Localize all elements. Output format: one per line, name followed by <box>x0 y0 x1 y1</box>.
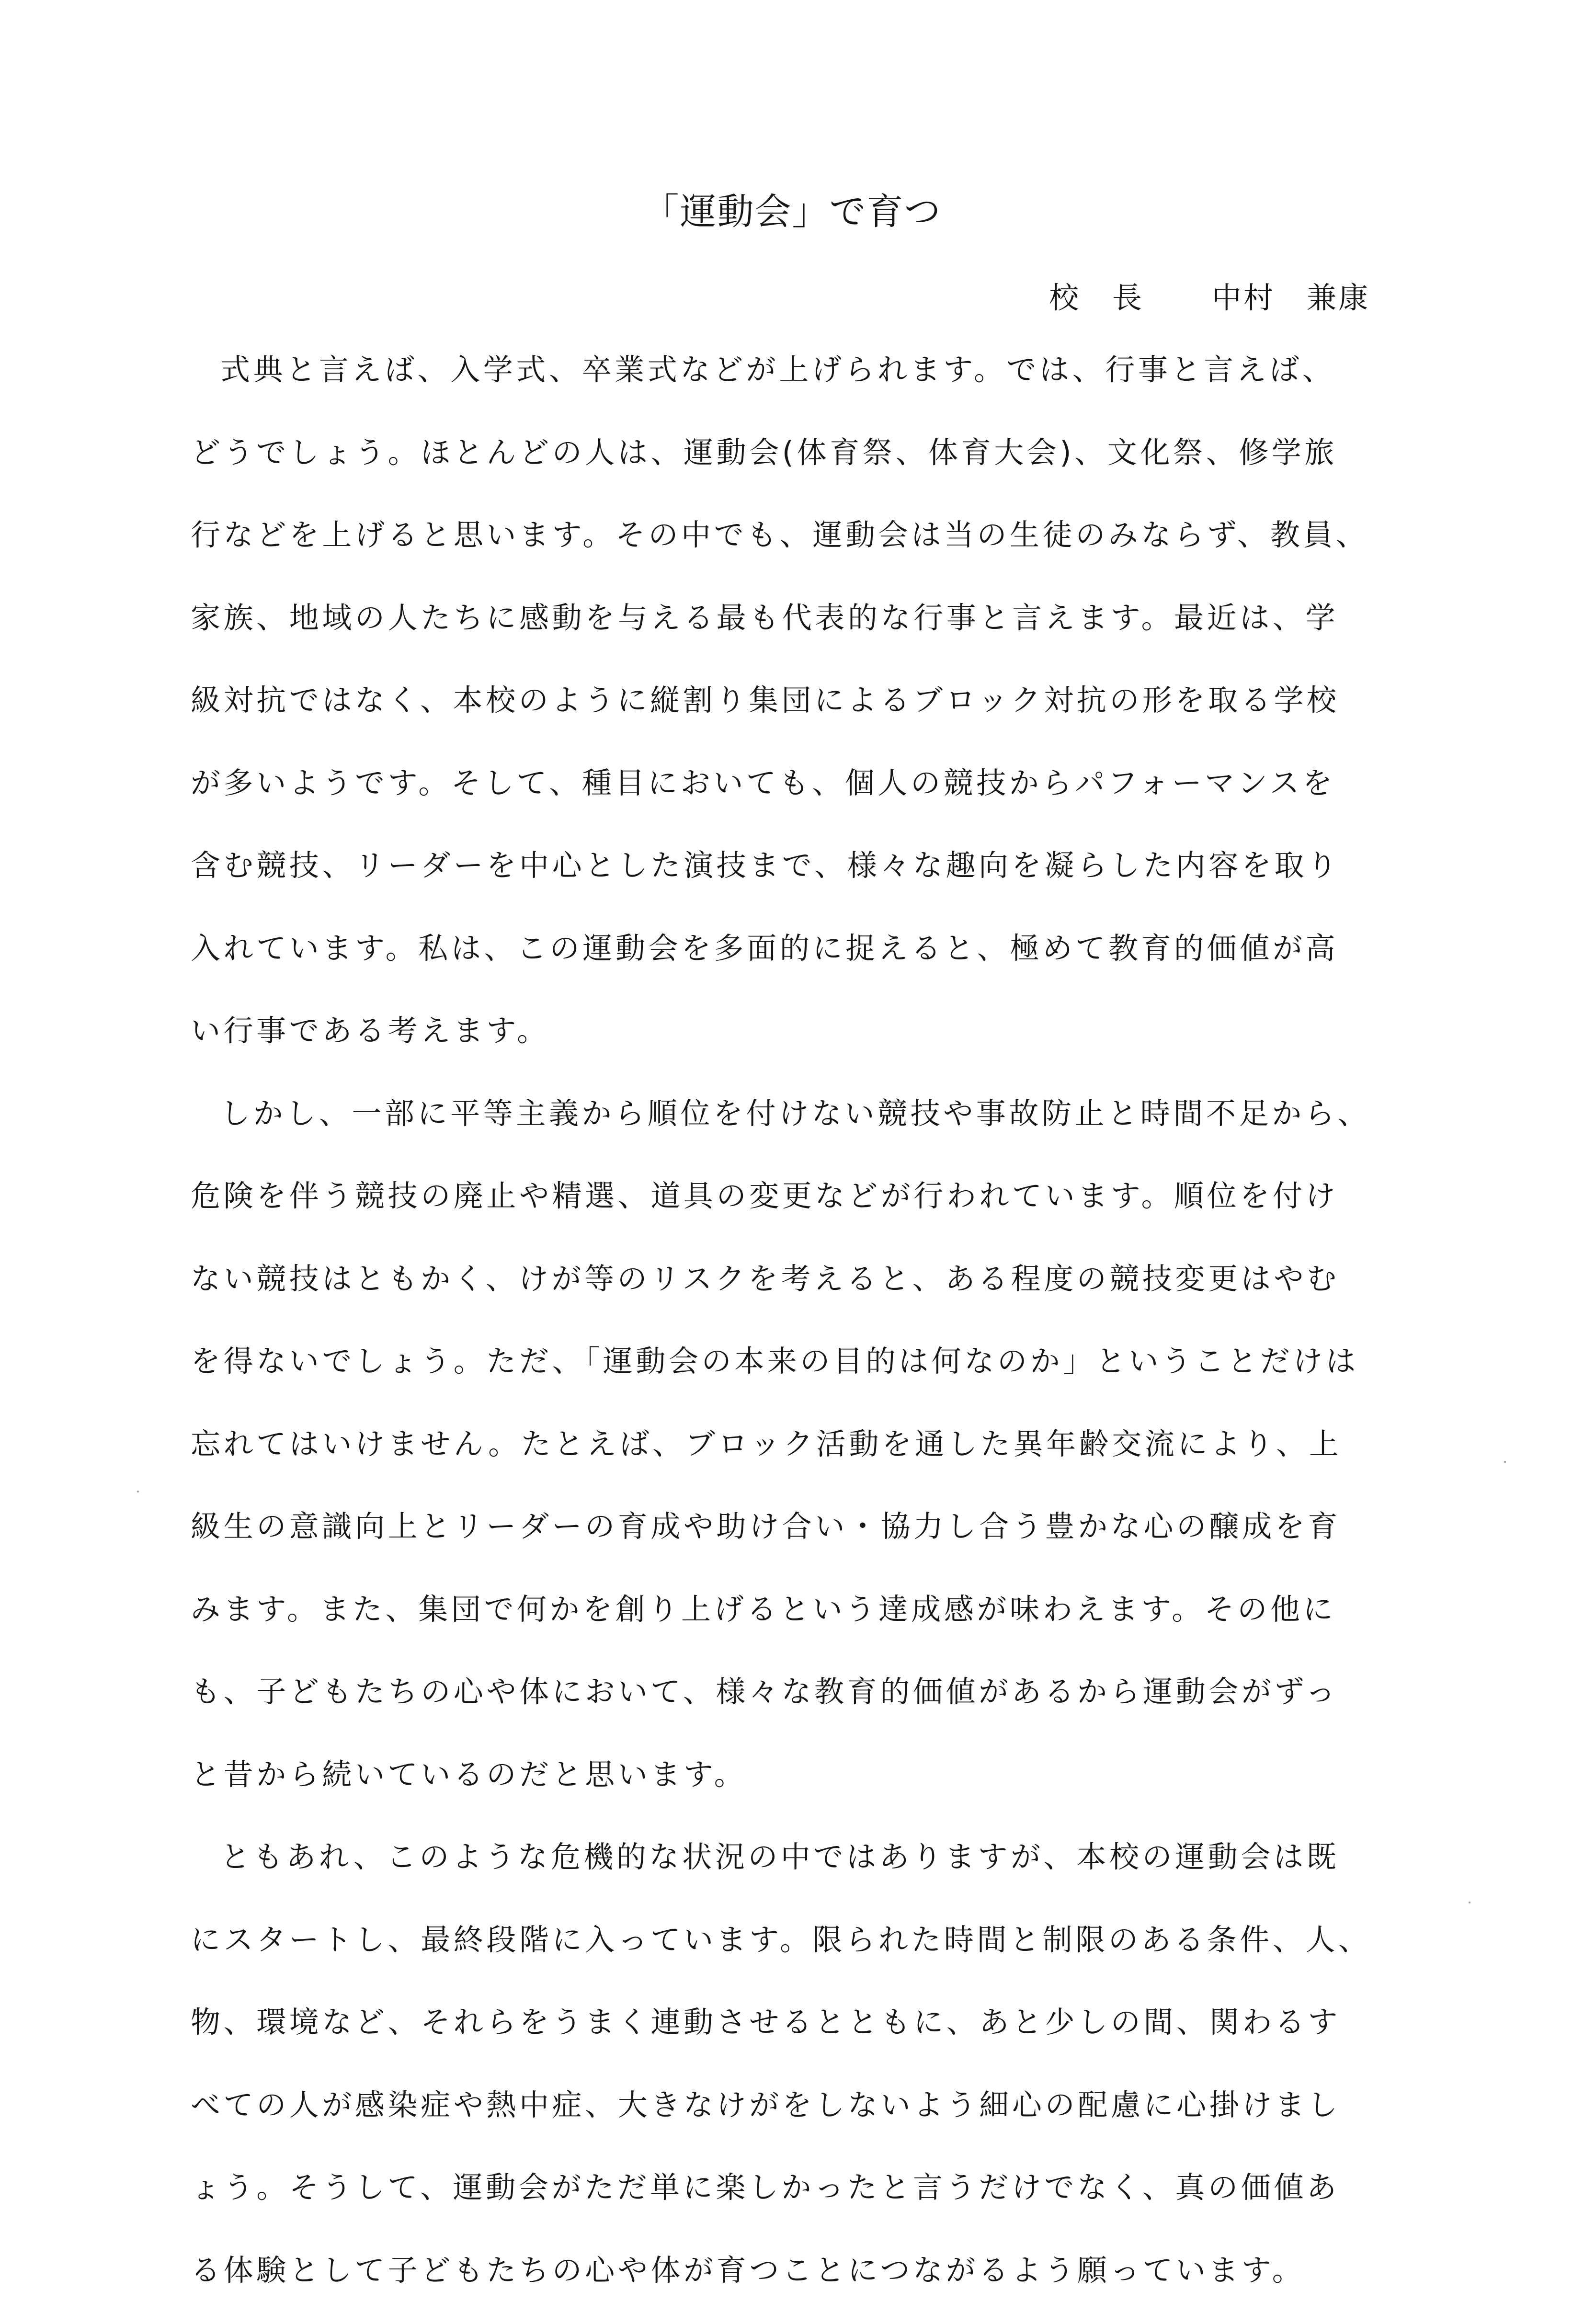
body-text <box>191 341 1417 2324</box>
text-line: 忘れてはいけません。たとえば、ブロック活動を通した異年齢交流により、上 <box>191 1415 1417 1498</box>
text-line: 含む競技、リーダーを中心とした演技まで、様々な趣向を凝らした内容を取り <box>191 837 1417 920</box>
text-line: を得ないでしょう。ただ、「運動会の本来の目的は何なのか」ということだけは <box>191 1333 1417 1415</box>
text-line: 級対抗ではなく、本校のように縦割り集団によるブロック対抗の形を取る学校 <box>191 672 1417 754</box>
text-line: る体験として子どもたちの心や体が育つことにつながるよう願っています。 <box>191 2242 1417 2324</box>
text-line: どうでしょう。ほとんどの人は、運動会(体育祭、体育大会)、文化祭、修学旅 <box>191 424 1417 507</box>
text-line: にスタートし、最終段階に入っています。限られた時間と制限のある条件、人、 <box>191 1911 1417 1994</box>
scan-speck <box>1469 1902 1470 1903</box>
text-line: ょう。そうして、運動会がただ単に楽しかったと言うだけでなく、真の価値あ <box>191 2159 1417 2242</box>
text-line: べての人が感染症や熱中症、大きなけがをしないよう細心の配慮に心掛けまし <box>191 2076 1417 2159</box>
scan-speck <box>137 1491 139 1492</box>
text-line: ない競技はともかく、けが等のリスクを考えると、ある程度の競技変更はやむ <box>191 1250 1417 1333</box>
text-line: みます。また、集団で何かを創り上げるという達成感が味わえます。その他に <box>191 1581 1417 1663</box>
author-name: 中村 兼康 <box>1212 280 1370 315</box>
author-role: 校 長 <box>1049 279 1212 317</box>
text-line: ともあれ、このような危機的な状況の中ではありますが、本校の運動会は既 <box>191 1828 1417 1911</box>
text-line: 入れています。私は、この運動会を多面的に捉えると、極めて教育的価値が高 <box>191 920 1417 1003</box>
text-line: も、子どもたちの心や体において、様々な教育的価値があるから運動会がずっ <box>191 1663 1417 1746</box>
text-line: 危険を伴う競技の廃止や精選、道具の変更などが行われています。順位を付け <box>191 1167 1417 1250</box>
text-line: しかし、一部に平等主義から順位を付けない競技や事故防止と時間不足から、 <box>191 1085 1417 1168</box>
text-line: 行などを上げると思います。その中でも、運動会は当の生徒のみならず、教員、 <box>191 506 1417 589</box>
text-line: 物、環境など、それらをうまく連動させるとともに、あと少しの間、関わるす <box>191 1994 1417 2076</box>
text-line: が多いようです。そして、種目においても、個人の競技からパフォーマンスを <box>191 754 1417 837</box>
document-title: 「運動会」で育つ <box>0 188 1584 236</box>
text-line: い行事である考えます。 <box>191 1002 1417 1085</box>
scan-speck <box>1504 1461 1506 1463</box>
text-line: と昔から続いているのだと思います。 <box>191 1746 1417 1829</box>
author-line <box>1049 279 1370 317</box>
text-line: 家族、地域の人たちに感動を与える最も代表的な行事と言えます。最近は、学 <box>191 589 1417 672</box>
text-line: 級生の意識向上とリーダーの育成や助け合い・協力し合う豊かな心の醸成を育 <box>191 1498 1417 1581</box>
text-line: 式典と言えば、入学式、卒業式などが上げられます。では、行事と言えば、 <box>191 341 1417 424</box>
